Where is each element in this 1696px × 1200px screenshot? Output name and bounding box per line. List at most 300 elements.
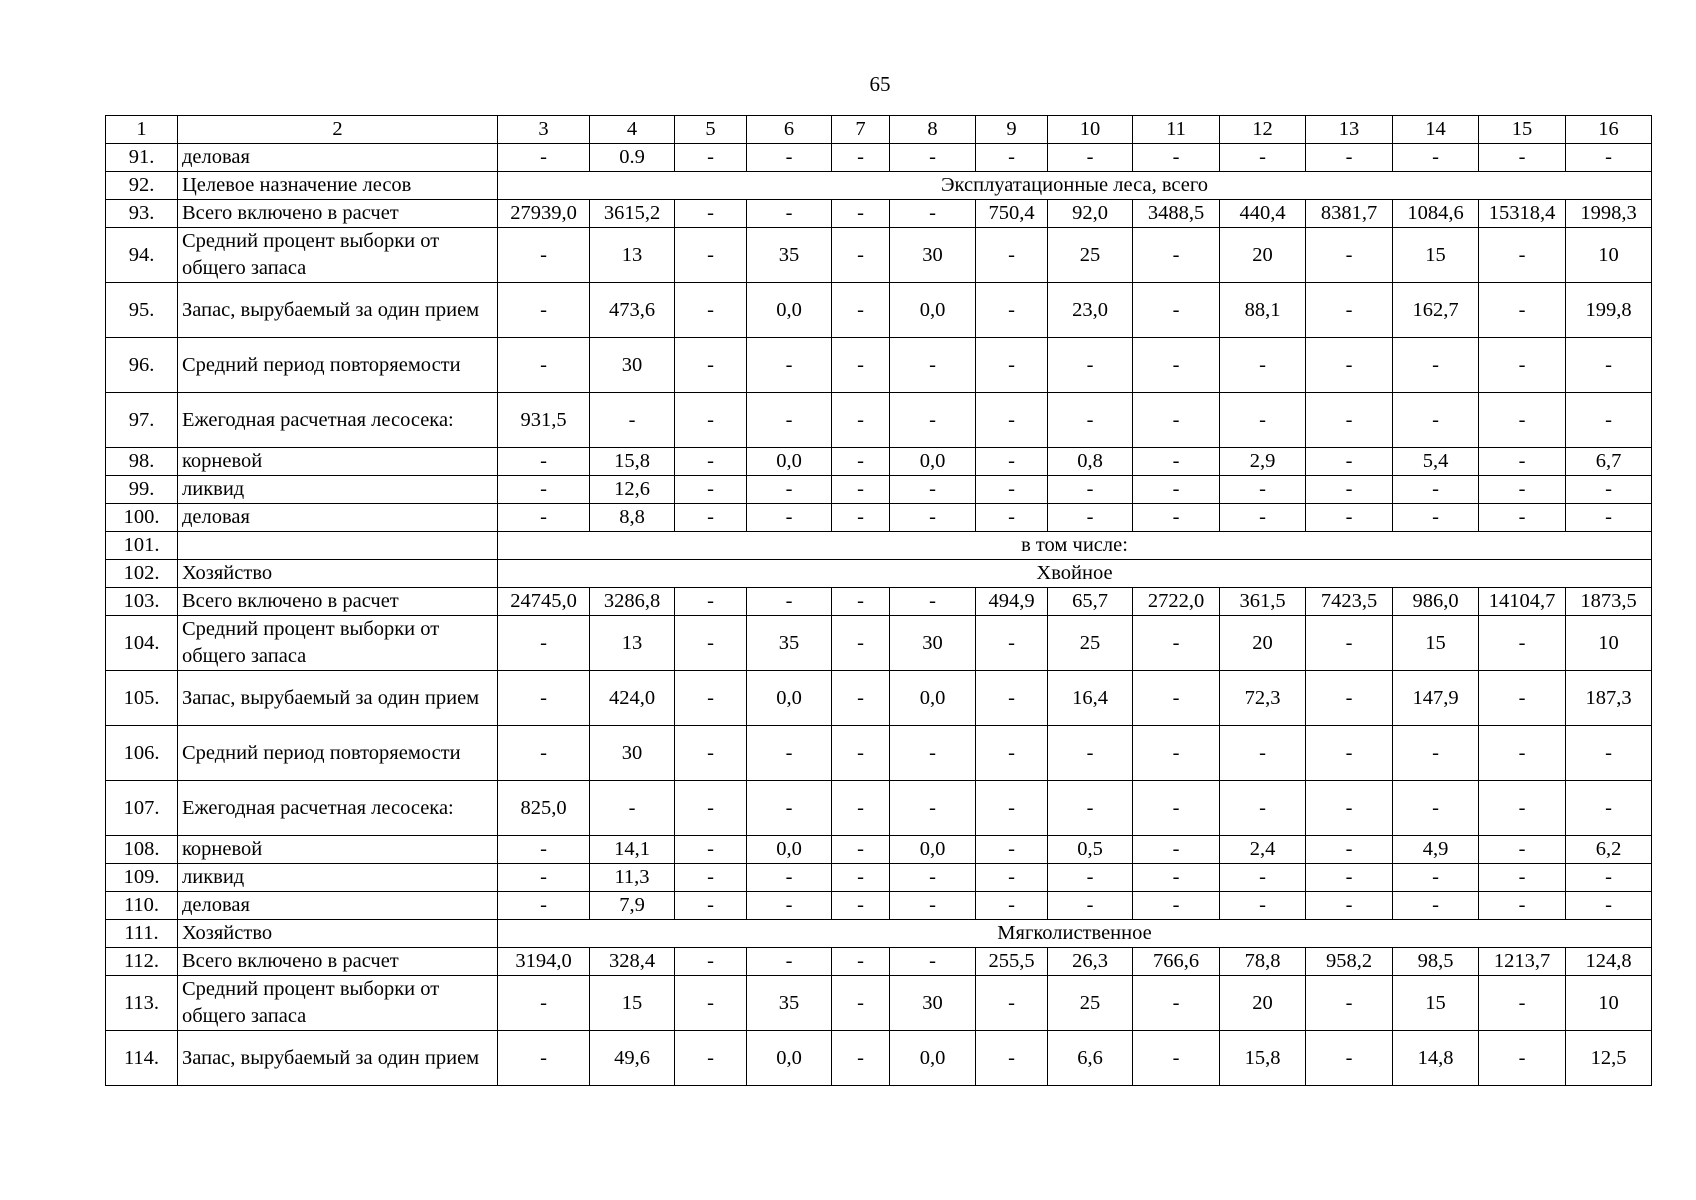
table-cell: -	[976, 1031, 1048, 1086]
table-cell: -	[1306, 504, 1393, 532]
table-cell: -	[498, 504, 590, 532]
table-cell: 424,0	[590, 671, 675, 726]
table-cell: -	[1566, 726, 1652, 781]
table-cell: -	[1566, 892, 1652, 920]
table-cell: -	[1306, 144, 1393, 172]
table-cell: -	[675, 448, 747, 476]
row-number: 102.	[106, 560, 178, 588]
table-cell: -	[1306, 726, 1393, 781]
table-cell: -	[675, 588, 747, 616]
table-cell: -	[976, 504, 1048, 532]
row-number: 109.	[106, 864, 178, 892]
table-cell: -	[1048, 476, 1133, 504]
table-cell: -	[498, 726, 590, 781]
table-cell: 20	[1220, 228, 1306, 283]
table-cell: 25	[1048, 976, 1133, 1031]
table-cell: -	[675, 671, 747, 726]
row-label: Ежегодная расчетная лесосека:	[178, 393, 498, 448]
table-cell: 0,8	[1048, 448, 1133, 476]
row-number: 94.	[106, 228, 178, 283]
row-label: Всего включено в расчет	[178, 948, 498, 976]
table-cell: 72,3	[1220, 671, 1306, 726]
table-cell: -	[976, 616, 1048, 671]
table-cell: -	[890, 144, 976, 172]
table-cell: 3286,8	[590, 588, 675, 616]
table-cell: -	[832, 200, 890, 228]
table-cell: 49,6	[590, 1031, 675, 1086]
table-row	[106, 228, 1652, 283]
table-cell: 8,8	[590, 504, 675, 532]
table-cell: 10	[1566, 616, 1652, 671]
table-cell: -	[498, 476, 590, 504]
table-cell: -	[832, 476, 890, 504]
table-cell: -	[832, 671, 890, 726]
table-cell: 473,6	[590, 283, 675, 338]
table-cell: -	[976, 144, 1048, 172]
table-cell: -	[1220, 892, 1306, 920]
row-number: 114.	[106, 1031, 178, 1086]
table-cell: 30	[890, 228, 976, 283]
table-cell: -	[1133, 616, 1220, 671]
table-cell: -	[890, 504, 976, 532]
row-label: корневой	[178, 448, 498, 476]
table-cell: -	[675, 476, 747, 504]
table-cell: 15	[590, 976, 675, 1031]
table-cell: -	[675, 892, 747, 920]
table-cell: -	[832, 588, 890, 616]
table-cell: -	[1220, 144, 1306, 172]
table-cell: 1873,5	[1566, 588, 1652, 616]
row-number: 108.	[106, 836, 178, 864]
table-cell: -	[832, 338, 890, 393]
row-number: 105.	[106, 671, 178, 726]
table-cell: 6,2	[1566, 836, 1652, 864]
table-cell: -	[747, 892, 832, 920]
table-row	[106, 948, 1652, 976]
table-cell: 15	[1393, 228, 1479, 283]
table-row	[106, 836, 1652, 864]
table-cell: -	[498, 448, 590, 476]
table-cell: -	[1479, 1031, 1566, 1086]
table-cell: -	[976, 892, 1048, 920]
table-cell: -	[890, 200, 976, 228]
table-cell: -	[675, 948, 747, 976]
table-row	[106, 588, 1652, 616]
table-cell: -	[1133, 338, 1220, 393]
table-cell: 30	[590, 338, 675, 393]
table-cell: -	[1048, 726, 1133, 781]
table-cell: -	[1133, 671, 1220, 726]
column-number-header: 7	[832, 116, 890, 144]
table-cell: 14,8	[1393, 1031, 1479, 1086]
table-row	[106, 172, 1652, 200]
table-cell: 0,0	[747, 1031, 832, 1086]
table-cell: -	[1220, 504, 1306, 532]
table-row	[106, 864, 1652, 892]
table-cell: -	[976, 283, 1048, 338]
forest-data-table	[105, 115, 1652, 1086]
section-heading: Хвойное	[498, 560, 1652, 588]
table-cell: -	[832, 892, 890, 920]
table-cell: -	[1133, 726, 1220, 781]
row-number: 96.	[106, 338, 178, 393]
table-row	[106, 476, 1652, 504]
table-cell: -	[1566, 864, 1652, 892]
table-cell: -	[675, 616, 747, 671]
table-cell: 0.9	[590, 144, 675, 172]
row-number: 113.	[106, 976, 178, 1031]
table-cell: -	[1133, 836, 1220, 864]
table-row	[106, 616, 1652, 671]
table-cell: -	[1048, 864, 1133, 892]
table-cell: 10	[1566, 976, 1652, 1031]
table-cell: -	[890, 726, 976, 781]
row-label: Целевое назначение лесов	[178, 172, 498, 200]
table-cell: 187,3	[1566, 671, 1652, 726]
row-number: 101.	[106, 532, 178, 560]
table-cell: -	[1306, 864, 1393, 892]
row-number: 99.	[106, 476, 178, 504]
table-cell: -	[1566, 504, 1652, 532]
table-cell: -	[675, 976, 747, 1031]
table-cell: 766,6	[1133, 948, 1220, 976]
table-cell: -	[1479, 228, 1566, 283]
table-cell: -	[890, 864, 976, 892]
table-cell: -	[747, 726, 832, 781]
row-number: 92.	[106, 172, 178, 200]
table-cell: -	[1479, 476, 1566, 504]
table-cell: -	[1133, 864, 1220, 892]
table-cell: 24745,0	[498, 588, 590, 616]
row-label: Всего включено в расчет	[178, 588, 498, 616]
table-cell: 6,7	[1566, 448, 1652, 476]
table-cell: 15	[1393, 616, 1479, 671]
section-heading: Мягколиственное	[498, 920, 1652, 948]
table-cell: -	[890, 338, 976, 393]
table-cell: -	[1479, 726, 1566, 781]
table-cell: 15,8	[1220, 1031, 1306, 1086]
table-cell: -	[1566, 476, 1652, 504]
table-cell: -	[1393, 338, 1479, 393]
table-cell: 0,5	[1048, 836, 1133, 864]
table-cell: 7,9	[590, 892, 675, 920]
row-label: Всего включено в расчет	[178, 200, 498, 228]
table-cell: -	[1479, 283, 1566, 338]
table-cell: -	[832, 144, 890, 172]
table-cell: 1213,7	[1479, 948, 1566, 976]
row-number: 100.	[106, 504, 178, 532]
table-cell: -	[1048, 504, 1133, 532]
column-number-header: 8	[890, 116, 976, 144]
table-cell: -	[832, 836, 890, 864]
table-cell: -	[1133, 144, 1220, 172]
table-cell: -	[498, 836, 590, 864]
table-cell: -	[1566, 393, 1652, 448]
table-cell: 0,0	[890, 1031, 976, 1086]
column-number-header: 1	[106, 116, 178, 144]
row-label: Запас, вырубаемый за один прием	[178, 1031, 498, 1086]
row-label: Хозяйство	[178, 560, 498, 588]
table-cell: 26,3	[1048, 948, 1133, 976]
row-number: 97.	[106, 393, 178, 448]
table-cell: 16,4	[1048, 671, 1133, 726]
table-cell: -	[1048, 781, 1133, 836]
table-cell: -	[832, 1031, 890, 1086]
table-cell: 3615,2	[590, 200, 675, 228]
table-cell: -	[890, 781, 976, 836]
table-cell: -	[675, 1031, 747, 1086]
table-cell: -	[747, 144, 832, 172]
table-cell: -	[1048, 144, 1133, 172]
table-cell: -	[675, 504, 747, 532]
table-row	[106, 781, 1652, 836]
table-cell: -	[976, 781, 1048, 836]
table-cell: 25	[1048, 228, 1133, 283]
table-header-row	[106, 116, 1652, 144]
table-cell: -	[1306, 976, 1393, 1031]
table-cell: 98,5	[1393, 948, 1479, 976]
table-row	[106, 338, 1652, 393]
table-cell: 0,0	[747, 283, 832, 338]
table-cell: -	[1133, 1031, 1220, 1086]
table-row	[106, 283, 1652, 338]
table-cell: 92,0	[1048, 200, 1133, 228]
table-cell: 986,0	[1393, 588, 1479, 616]
table-cell: -	[1566, 781, 1652, 836]
table-cell: 361,5	[1220, 588, 1306, 616]
column-number-header: 6	[747, 116, 832, 144]
table-cell: -	[1393, 504, 1479, 532]
column-number-header: 3	[498, 116, 590, 144]
table-cell: 35	[747, 976, 832, 1031]
table-row	[106, 393, 1652, 448]
table-cell: 440,4	[1220, 200, 1306, 228]
table-row	[106, 504, 1652, 532]
column-number-header: 12	[1220, 116, 1306, 144]
table-cell: 1998,3	[1566, 200, 1652, 228]
column-number-header: 15	[1479, 116, 1566, 144]
table-cell: -	[1306, 393, 1393, 448]
table-cell: -	[1048, 338, 1133, 393]
table-cell: -	[976, 864, 1048, 892]
table-cell: -	[1479, 448, 1566, 476]
table-cell: -	[976, 476, 1048, 504]
table-cell: 1084,6	[1393, 200, 1479, 228]
table-cell: -	[675, 228, 747, 283]
section-heading: в том числе:	[498, 532, 1652, 560]
table-cell: -	[832, 393, 890, 448]
table-cell: -	[1479, 393, 1566, 448]
table-cell: 13	[590, 616, 675, 671]
table-cell: -	[1048, 393, 1133, 448]
table-cell: -	[1566, 144, 1652, 172]
table-cell: -	[976, 976, 1048, 1031]
table-cell: 328,4	[590, 948, 675, 976]
table-cell: -	[832, 228, 890, 283]
row-label: корневой	[178, 836, 498, 864]
table-cell: -	[498, 1031, 590, 1086]
table-cell: -	[1479, 864, 1566, 892]
table-cell: 7423,5	[1306, 588, 1393, 616]
table-cell: -	[675, 338, 747, 393]
table-cell: -	[832, 948, 890, 976]
table-cell: 958,2	[1306, 948, 1393, 976]
table-cell: -	[498, 228, 590, 283]
row-number: 106.	[106, 726, 178, 781]
table-cell: -	[890, 476, 976, 504]
table-cell: 2722,0	[1133, 588, 1220, 616]
row-label: Ежегодная расчетная лесосека:	[178, 781, 498, 836]
table-cell: -	[498, 616, 590, 671]
table-cell: 35	[747, 616, 832, 671]
column-number-header: 10	[1048, 116, 1133, 144]
column-number-header: 9	[976, 116, 1048, 144]
table-cell: -	[675, 200, 747, 228]
section-heading: Эксплуатационные леса, всего	[498, 172, 1652, 200]
row-label: Средний процент выборки от общего запаса	[178, 976, 498, 1031]
column-number-header: 14	[1393, 116, 1479, 144]
row-label: Запас, вырубаемый за один прием	[178, 283, 498, 338]
table-cell: -	[498, 338, 590, 393]
table-cell: 6,6	[1048, 1031, 1133, 1086]
table-cell: 3194,0	[498, 948, 590, 976]
column-number-header: 2	[178, 116, 498, 144]
table-cell: -	[1220, 864, 1306, 892]
row-number: 110.	[106, 892, 178, 920]
table-cell: -	[832, 726, 890, 781]
table-cell: 199,8	[1566, 283, 1652, 338]
row-number: 93.	[106, 200, 178, 228]
table-cell: -	[1393, 864, 1479, 892]
row-number: 95.	[106, 283, 178, 338]
table-cell: -	[1479, 504, 1566, 532]
table-cell: -	[747, 781, 832, 836]
table-cell: 10	[1566, 228, 1652, 283]
table-cell: -	[747, 504, 832, 532]
table-cell: 20	[1220, 616, 1306, 671]
row-label: Средний процент выборки от общего запаса	[178, 616, 498, 671]
row-label: Средний процент выборки от общего запаса	[178, 228, 498, 283]
table-cell: 0,0	[890, 671, 976, 726]
table-cell: -	[1220, 726, 1306, 781]
table-cell: -	[1306, 476, 1393, 504]
table-row	[106, 920, 1652, 948]
table-cell: -	[1220, 476, 1306, 504]
table-row	[106, 532, 1652, 560]
table-cell: -	[1306, 616, 1393, 671]
row-label: ликвид	[178, 476, 498, 504]
table-cell: -	[747, 393, 832, 448]
table-cell: -	[1306, 448, 1393, 476]
table-cell: -	[890, 948, 976, 976]
column-number-header: 5	[675, 116, 747, 144]
table-cell: 88,1	[1220, 283, 1306, 338]
table-cell: -	[1220, 338, 1306, 393]
table-cell: -	[498, 892, 590, 920]
row-label: деловая	[178, 892, 498, 920]
table-cell: -	[1220, 393, 1306, 448]
table-cell: 2,9	[1220, 448, 1306, 476]
table-cell: 20	[1220, 976, 1306, 1031]
table-cell: -	[747, 588, 832, 616]
table-cell: 35	[747, 228, 832, 283]
table-cell: -	[747, 200, 832, 228]
column-number-header: 11	[1133, 116, 1220, 144]
table-cell: -	[832, 504, 890, 532]
table-cell: 825,0	[498, 781, 590, 836]
table-cell: -	[675, 781, 747, 836]
table-cell: -	[1306, 228, 1393, 283]
table-cell: -	[832, 781, 890, 836]
table-cell: -	[498, 671, 590, 726]
table-row	[106, 671, 1652, 726]
table-cell: 0,0	[747, 448, 832, 476]
table-cell: 8381,7	[1306, 200, 1393, 228]
table-cell: 5,4	[1393, 448, 1479, 476]
table-cell: 147,9	[1393, 671, 1479, 726]
row-label	[178, 532, 498, 560]
table-row	[106, 1031, 1652, 1086]
table-cell: -	[1393, 144, 1479, 172]
table-cell: -	[747, 864, 832, 892]
table-cell: -	[1479, 616, 1566, 671]
table-cell: -	[890, 892, 976, 920]
table-cell: -	[498, 144, 590, 172]
table-cell: -	[675, 393, 747, 448]
table-cell: 931,5	[498, 393, 590, 448]
table-cell: -	[1133, 976, 1220, 1031]
table-cell: 162,7	[1393, 283, 1479, 338]
row-number: 104.	[106, 616, 178, 671]
table-cell: 13	[590, 228, 675, 283]
table-row	[106, 560, 1652, 588]
table-cell: -	[890, 588, 976, 616]
table-cell: -	[1479, 976, 1566, 1031]
table-cell: 750,4	[976, 200, 1048, 228]
table-cell: 30	[890, 976, 976, 1031]
table-cell: -	[675, 144, 747, 172]
table-cell: -	[1479, 892, 1566, 920]
row-number: 91.	[106, 144, 178, 172]
table-cell: 27939,0	[498, 200, 590, 228]
table-cell: 0,0	[890, 448, 976, 476]
row-number: 107.	[106, 781, 178, 836]
table-row	[106, 448, 1652, 476]
table-cell: 78,8	[1220, 948, 1306, 976]
table-row	[106, 976, 1652, 1031]
table-cell: -	[1479, 781, 1566, 836]
table-cell: -	[976, 393, 1048, 448]
table-cell: -	[1306, 283, 1393, 338]
row-label: Запас, вырубаемый за один прием	[178, 671, 498, 726]
row-label: ликвид	[178, 864, 498, 892]
column-number-header: 4	[590, 116, 675, 144]
table-cell: -	[590, 393, 675, 448]
table-cell: -	[832, 864, 890, 892]
table-cell: 4,9	[1393, 836, 1479, 864]
page-number: 65	[869, 72, 891, 96]
table-cell: 0,0	[890, 283, 976, 338]
table-row	[106, 726, 1652, 781]
row-number: 111.	[106, 920, 178, 948]
table-cell: -	[1479, 836, 1566, 864]
table-cell: -	[1048, 892, 1133, 920]
table-cell: -	[1133, 781, 1220, 836]
table-cell: -	[1133, 892, 1220, 920]
table-cell: 11,3	[590, 864, 675, 892]
table-cell: -	[1306, 338, 1393, 393]
table-cell: -	[890, 393, 976, 448]
